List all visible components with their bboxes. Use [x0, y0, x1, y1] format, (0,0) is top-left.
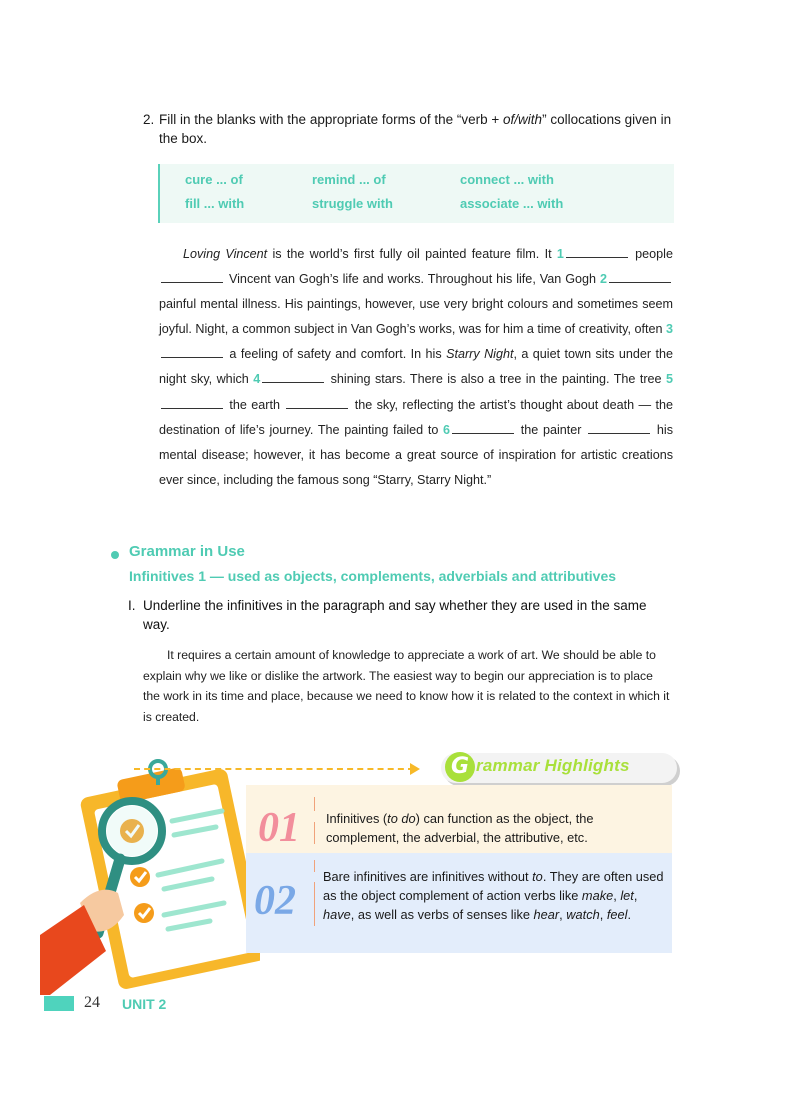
blank-number: 3 — [665, 322, 673, 337]
clipboard-magnifier-illustration — [40, 755, 260, 995]
blank-4[interactable] — [262, 371, 324, 383]
exercise-1-paragraph: It requires a certain amount of knowledge to appreciate a work of art. We should be able to explain why we like or dislike the artwork. The easiest way to begin our appreciation is to place the work in its time and place, because we need to know how it is related to the context in which it is created. — [143, 648, 670, 724]
dashed-connector — [134, 768, 414, 770]
divider — [314, 797, 315, 811]
highlight-text-1: Infinitives (to do) can function as the object, the complement, the adverbial, the attributive, etc. — [326, 811, 594, 845]
word-box — [158, 164, 674, 223]
blank-3[interactable] — [161, 346, 223, 358]
blank-number: 6 — [443, 422, 451, 437]
section-subtitle: Infinitives 1 — used as objects, complements, adverbials and attributives — [129, 568, 617, 584]
blank-6b[interactable] — [588, 422, 650, 434]
blank-number: 4 — [253, 372, 261, 387]
highlight-number-1: 01 — [258, 805, 300, 851]
clipboard-icon — [79, 761, 260, 990]
word-item: associate ... with — [460, 196, 564, 211]
exercise-2-instruction: 2. Fill in the blanks with the appropriate forms of the “verb + of/with” collocations given in the box. — [143, 112, 672, 146]
exercise-1-instruction: I. Underline the infinitives in the paragraph and say whether they are used in the same way. — [128, 598, 647, 632]
highlight-text-2: Bare infinitives are infinitives without to. They are often used as the object complement of action verbs like make, let, have, as well as verbs of senses like hear, watch, feel. — [323, 869, 664, 922]
divider — [314, 822, 315, 844]
arrow-icon — [410, 763, 420, 775]
blank-number: 2 — [599, 272, 607, 287]
word-item: connect ... with — [460, 172, 554, 187]
cloze-passage: Loving Vincent is the world’s first fully oil painted feature film. It 1 people Vincent van Gogh’s life and works. Throughout his life, Van Gogh 2 painful mental illness. His paintings, however, use very bright colours and sometimes seem joyful. Night, a common subject in Van Gogh’s works, was for him a time of creativity, often 3 a feeling of safety and comfort. In his Starry Night, a quiet town sits under the night sky, which 4 shining stars. There is also a tree in the painting. The tree 5 the earth the sky, reflecting the artist’s thought about death — the destination of life’s journey. The painting failed to 6 the painter his mental disease; however, it has become a great source of inspiration for artistic creations ever since, including the famous song “Starry, Starry Night.” — [159, 247, 673, 487]
blank-1b[interactable] — [161, 271, 223, 283]
banner-letter-badge: G — [445, 752, 475, 782]
blank-number: 1 — [556, 247, 564, 261]
blank-5b[interactable] — [286, 397, 348, 409]
bullet-icon — [111, 551, 119, 559]
section-title: Grammar in Use — [129, 543, 245, 560]
page-number: 24 — [84, 994, 100, 1011]
word-item: remind ... of — [312, 172, 386, 187]
highlight-number-2: 02 — [254, 878, 296, 924]
divider — [314, 860, 315, 872]
blank-1a[interactable] — [566, 246, 628, 258]
blank-2[interactable] — [609, 271, 671, 283]
exercise-number: I. — [128, 598, 136, 613]
blank-6a[interactable] — [452, 422, 514, 434]
unit-label: UNIT 2 — [122, 996, 167, 1012]
divider — [314, 882, 315, 926]
blank-number: 5 — [665, 372, 673, 387]
footer-accent-bar — [44, 996, 74, 1011]
blank-5a[interactable] — [161, 397, 223, 409]
banner-title: rammar Highlights — [476, 756, 630, 775]
word-item: cure ... of — [185, 172, 243, 187]
word-item: struggle with — [312, 196, 393, 211]
word-item: fill ... with — [185, 196, 245, 211]
exercise-number: 2. — [143, 112, 155, 127]
